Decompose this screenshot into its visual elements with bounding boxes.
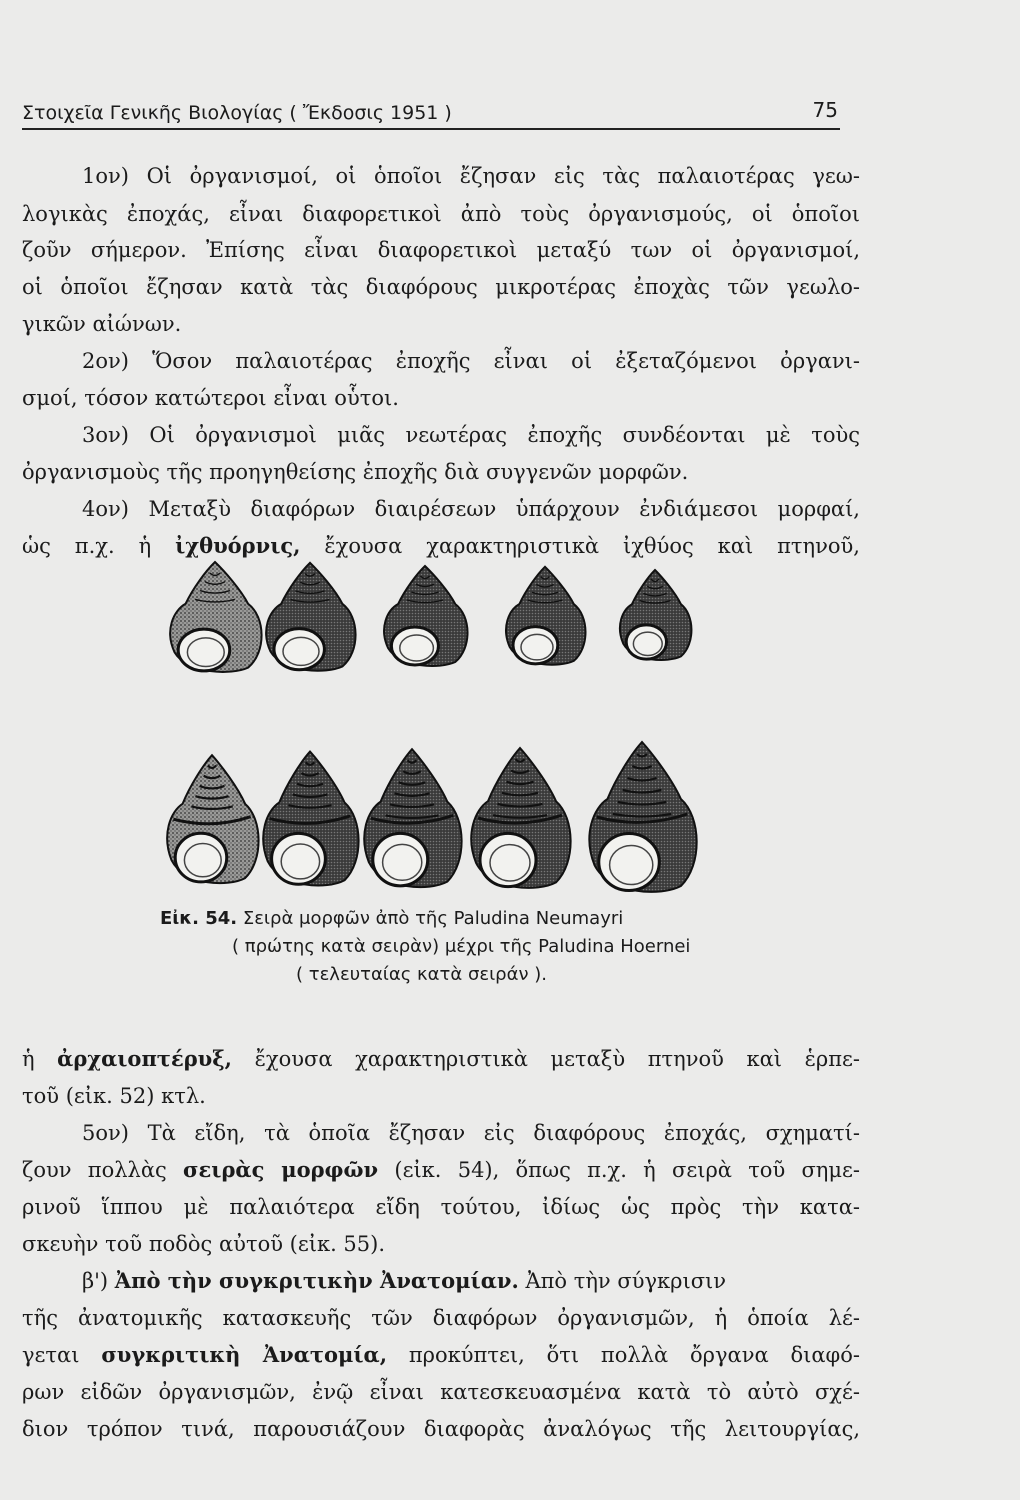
- top-row-shell: [620, 570, 692, 660]
- text-line: γικῶν αἰώνων.: [22, 312, 182, 336]
- text-line: τῆς ἀνατομικῆς κατασκευῆς τῶν διαφόρων ὀργανισμῶν, ἡ ὁποία λέ-: [22, 1306, 860, 1330]
- text-line: σκευὴν τοῦ ποδὸς αὐτοῦ (εἰκ. 55).: [22, 1232, 386, 1256]
- bottom-row-shell: [167, 755, 258, 883]
- text-line: ὀργανισμοὺς τῆς προηγηθείσης ἐποχῆς διὰ συγγενῶν μορφῶν.: [22, 460, 689, 484]
- term-comparative-anatomy: συγκριτικὴ Ἀνατομία,: [101, 1342, 388, 1367]
- line-text: ἔχουσα χαρακτηριστικὰ ἰχθύος καὶ πτηνοῦ,: [324, 534, 860, 558]
- term-ichthyornis: ἰχθυόρνις,: [175, 533, 301, 558]
- page-number: 75: [812, 98, 838, 122]
- line-text: γεται: [22, 1343, 80, 1367]
- text-line: τοῦ (εἰκ. 52) κτλ.: [22, 1084, 206, 1108]
- text-line: 4ον) Μεταξὺ διαφόρων διαιρέσεων ὑπάρχουν ἐνδιάμεσοι μορφαί,: [82, 497, 860, 521]
- text-line: 2ον) Ὅσον παλαιοτέρας ἐποχῆς εἶναι οἱ ἐξεταζόμενοι ὀργανι-: [82, 349, 860, 373]
- text-line: 1ον) Οἱ ὀργανισμοί, οἱ ὁποῖοι ἔζησαν εἰς τὰς παλαιοτέρας γεω-: [82, 164, 860, 188]
- term-series-of-forms: σειρὰς μορφῶν: [183, 1157, 379, 1182]
- line-text: ἔχουσα χαρακτηριστικὰ μεταξὺ πτηνοῦ καὶ ἑρπε-: [254, 1047, 860, 1071]
- text-line: σμοί, τόσον κατώτεροι εἶναι οὗτοι.: [22, 386, 399, 410]
- top-row-shell: [170, 562, 261, 672]
- text-line: ρινοῦ ἵππου μὲ παλαιότερα εἴδη τούτου, ἰδίως ὡς πρὸς τὴν κατα-: [22, 1195, 860, 1219]
- figure-label: Εἰκ. 54.: [160, 908, 238, 929]
- text-line: ζοῦν σήμερον. Ἐπίσης εἶναι διαφορετικοὶ μεταξύ των οἱ ὀργανισμοί,: [22, 238, 860, 262]
- line-text: ζουν πολλὰς: [22, 1158, 167, 1182]
- top-row-shell: [506, 567, 585, 665]
- term-archaeopteryx: ἀρχαιοπτέρυξ,: [57, 1046, 232, 1071]
- line-text: προκύπτει, ὅτι πολλὰ ὄργανα διαφό-: [408, 1343, 860, 1367]
- bottom-row-shell: [589, 742, 696, 892]
- line-text: ὡς π.χ. ἡ: [22, 534, 152, 558]
- line-text: ἡ: [22, 1047, 35, 1071]
- top-row-shell: [266, 563, 355, 671]
- bottom-row-shell: [263, 752, 358, 886]
- text-line: ρων εἰδῶν ὀργανισμῶν, ἐνῷ εἶναι κατεσκευασμένα κατὰ τὸ αὐτὸ σχέ-: [22, 1380, 860, 1404]
- text-line: οἱ ὁποῖοι ἔζησαν κατὰ τὰς διαφόρους μικροτέρας ἐποχὰς τῶν γεωλο-: [22, 275, 860, 299]
- bottom-row-shell: [471, 748, 570, 888]
- section-heading-line: [82, 1267, 860, 1295]
- text-line: διον τρόπον τινά, παρουσιάζουν διαφορὰς ἀναλόγως τῆς λειτουργίας,: [22, 1417, 860, 1441]
- text-line: [22, 1156, 860, 1184]
- figure-caption-line: ( τελευταίας κατὰ σειράν ).: [296, 964, 547, 985]
- line-text: Ἀπὸ τὴν σύγκρισιν: [518, 1269, 727, 1293]
- text-line: [22, 1045, 860, 1073]
- section-heading: Ἀπὸ τὴν συγκριτικὴν Ἀνατομίαν.: [114, 1268, 519, 1293]
- running-title: Στοιχεῖα Γενικῆς Βιολογίας ( Ἔκδοσις 1951 ): [22, 102, 452, 124]
- figure-caption-line: [160, 908, 820, 929]
- text-line: 3ον) Οἱ ὀργανισμοὶ μιᾶς νεωτέρας ἐποχῆς συνδέονται μὲ τοὺς: [82, 423, 860, 447]
- text-line: λογικὰς ἐποχάς, εἶναι διαφορετικοὶ ἀπὸ τοὺς ὀργανισμούς, οἱ ὁποῖοι: [22, 202, 860, 226]
- text-line: [22, 1341, 860, 1369]
- line-text: (εἰκ. 54), ὅπως π.χ. ἡ σειρὰ τοῦ σημε-: [394, 1158, 860, 1182]
- line-text: β'): [82, 1269, 115, 1293]
- caption-text: Σειρὰ μορφῶν ἀπὸ τῆς Paludina Neumayri: [242, 908, 624, 929]
- figure-caption-line: ( πρώτης κατὰ σειρὰν) μέχρι τῆς Paludina Hoernei: [232, 936, 691, 957]
- text-line: 5ον) Τὰ εἴδη, τὰ ὁποῖα ἔζησαν εἰς διαφόρους ἐποχάς, σχηματί-: [82, 1121, 860, 1145]
- top-row-shell: [384, 566, 467, 666]
- bottom-row-shell: [364, 749, 461, 887]
